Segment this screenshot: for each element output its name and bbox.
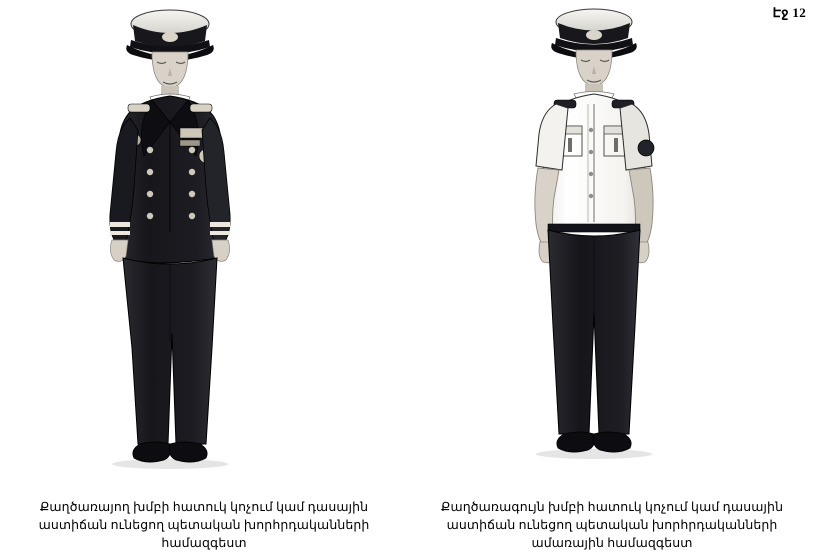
caption-line: ամառային համազգեստ	[531, 536, 693, 550]
caption-line: համազգեստ	[161, 536, 247, 550]
head	[152, 52, 188, 88]
caption-line: Քաղծառագույն խմբի հատուկ կոչում կամ դասային	[440, 500, 784, 514]
page-number-label: Էջ 12	[772, 5, 806, 20]
belt	[548, 224, 640, 232]
trousers	[548, 230, 640, 434]
figure-officer-summer-uniform	[408, 0, 816, 560]
trousers	[123, 258, 217, 444]
caption-line: աստիճան ունեցող պետական խորհրդականների	[38, 518, 370, 532]
caption-line: աստիճան ունեցող պետական խորհրդականների	[446, 518, 778, 532]
officer-standing-figure-icon	[408, 0, 816, 495]
head	[576, 50, 612, 86]
caption-line: Քաղծառայող խմբի հատուկ կոչում կամ դասային	[39, 500, 369, 514]
officer-standing-figure-icon	[0, 0, 408, 495]
figure-caption	[408, 498, 816, 552]
figure-caption	[0, 498, 408, 552]
